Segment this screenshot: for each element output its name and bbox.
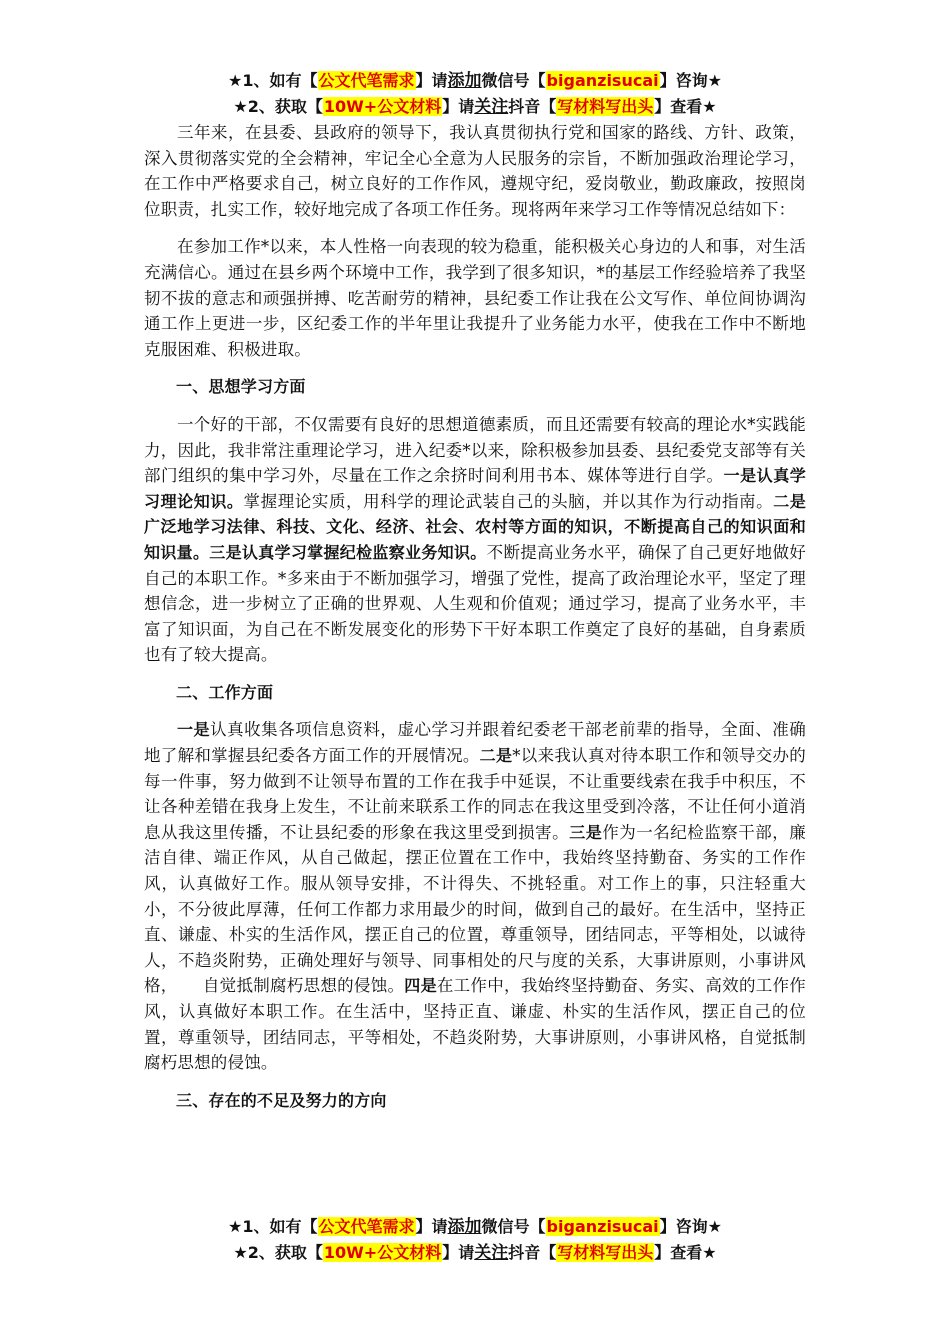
section-heading-work: 二、工作方面 bbox=[176, 682, 274, 702]
promo-line-2-bottom: ★2、获取【10W+公文材料】请关注抖音【写材料写出头】查看★ bbox=[233, 1243, 717, 1263]
promo-banner-top bbox=[0, 68, 950, 120]
highlight-materials: 10W+公文材料 bbox=[323, 1243, 442, 1262]
promo-line-2: ★2、获取【10W+公文材料】请关注抖音【写材料写出头】查看★ bbox=[233, 97, 717, 117]
highlight-writing-service: 公文代笔需求 bbox=[318, 71, 415, 90]
highlight-writing-service: 公文代笔需求 bbox=[318, 1217, 415, 1236]
work-paragraph: 一是认真收集各项信息资料，虚心学习并跟着纪委老干部老前辈的指导，全面、准确地了解和掌握县纪委各方面工作的开展情况。二是*以来我认真对待本职工作和领导交办的每一件事，努力做到不让领导布置的工作在我手中延误，不让重要线索在我手中积压，不让各种差错在我身上发生，不让前来联系工作的同志在我这里受到冷落，不让任何小道消息从我这里传播，不让县纪委的形象在我这里受到损害。三是作为一名纪检监察干部，廉洁自律、端正作风，从自己做起，摆正位置在工作中，我始终坚持勤奋、务实的工作作风，认真做好工作。服从领导安排，不计得失、不挑轻重。对工作上的事，只注轻重大小，不分彼此厚薄，任何工作都力求用最少的时间，做到自己的最好。在生活中，坚持正直、谦虚、朴实的生活作风，摆正自己的位置，尊重领导，团结同志，平等相处，以诚待人，不趋炎附势，正确处理好与领导、同事相处的尺与度的关系，大事讲原则，小事讲风格， 自觉抵制腐朽思想的侵蚀。四是在工作中，我始终坚持勤奋、务实、高效的工作作风，认真做好本职工作。在生活中，坚持正直、谦虚、朴实的生活作风，摆正自己的位置，尊重领导，团结同志，平等相处，不趋炎附势，大事讲原则，小事讲风格，自觉抵制腐朽思想的侵蚀。 bbox=[144, 720, 807, 1073]
highlight-wechat-id: biganzisucai bbox=[546, 1217, 659, 1236]
section-heading-study: 一、思想学习方面 bbox=[176, 377, 306, 397]
highlight-wechat-id: biganzisucai bbox=[546, 71, 659, 90]
background-paragraph: 在参加工作*以来，本人性格一向表现的较为稳重，能积极关心身边的人和事，对生活充满信心。通过在县乡两个环境中工作，我学到了很多知识，*的基层工作经验培养了我坚韧不拔的意志和顽强拼搏、吃苦耐劳的精神，县纪委工作让我在公文写作、单位间协调沟通工作上更进一步，区纪委工作的半年里让我提升了业务能力水平，使我在工作中不断地克服困难、积极进取。 bbox=[144, 237, 806, 359]
intro-paragraph: 三年来，在县委、县政府的领导下，我认真贯彻执行党和国家的路线、方针、政策，深入贯彻落实党的全会精神，牢记全心全意为人民服务的宗旨，不断加强政治理论学习，在工作中严格要求自己，树立良好的工作作风，遵规守纪，爱岗敬业，勤政廉政，按照岗位职责，扎实工作，较好地完成了各项工作任务。现将两年来学习工作等情况总结如下： bbox=[144, 123, 806, 219]
promo-line-1-bottom: ★1、如有【公文代笔需求】请添加微信号【biganzisucai】咨询★ bbox=[228, 1217, 722, 1237]
section-heading-shortcomings: 三、存在的不足及努力的方向 bbox=[176, 1090, 387, 1110]
highlight-materials: 10W+公文材料 bbox=[323, 97, 442, 116]
study-paragraph: 一个好的干部，不仅需要有良好的思想道德素质，而且还需要有较高的理论水*实践能力，因此，我非常注重理论学习，进入纪委*以来，除积极参加县委、县纪委党支部等有关部门组织的集中学习外，尽量在工作之余挤时间利用书本、媒体等进行自学。一是认真学习理论知识。掌握理论实质，用科学的理论武装自己的头脑，并以其作为行动指南。二是广泛地学习法律、科技、文化、经济、社会、农村等方面的知识，不断提高自己的知识面和知识量。三是认真学习掌握纪检监察业务知识。不断提高业务水平，确保了自己更好地做好自己的本职工作。*多来由于不断加强学习，增强了党性，提高了政治理论水平，坚定了理想信念，进一步树立了正确的世界观、人生观和价值观；通过学习，提高了业务水平，丰富了知识面，为自己在不断发展变化的形势下干好本职工作奠定了良好的基础，自身素质也有了较大提高。 bbox=[144, 414, 807, 665]
document-body bbox=[144, 120, 806, 1125]
highlight-douyin-account: 写材料写出头 bbox=[557, 1243, 654, 1262]
promo-banner-bottom bbox=[0, 1214, 950, 1266]
highlight-douyin-account: 写材料写出头 bbox=[557, 97, 654, 116]
promo-line-1: ★1、如有【公文代笔需求】请添加微信号【biganzisucai】咨询★ bbox=[228, 71, 722, 91]
